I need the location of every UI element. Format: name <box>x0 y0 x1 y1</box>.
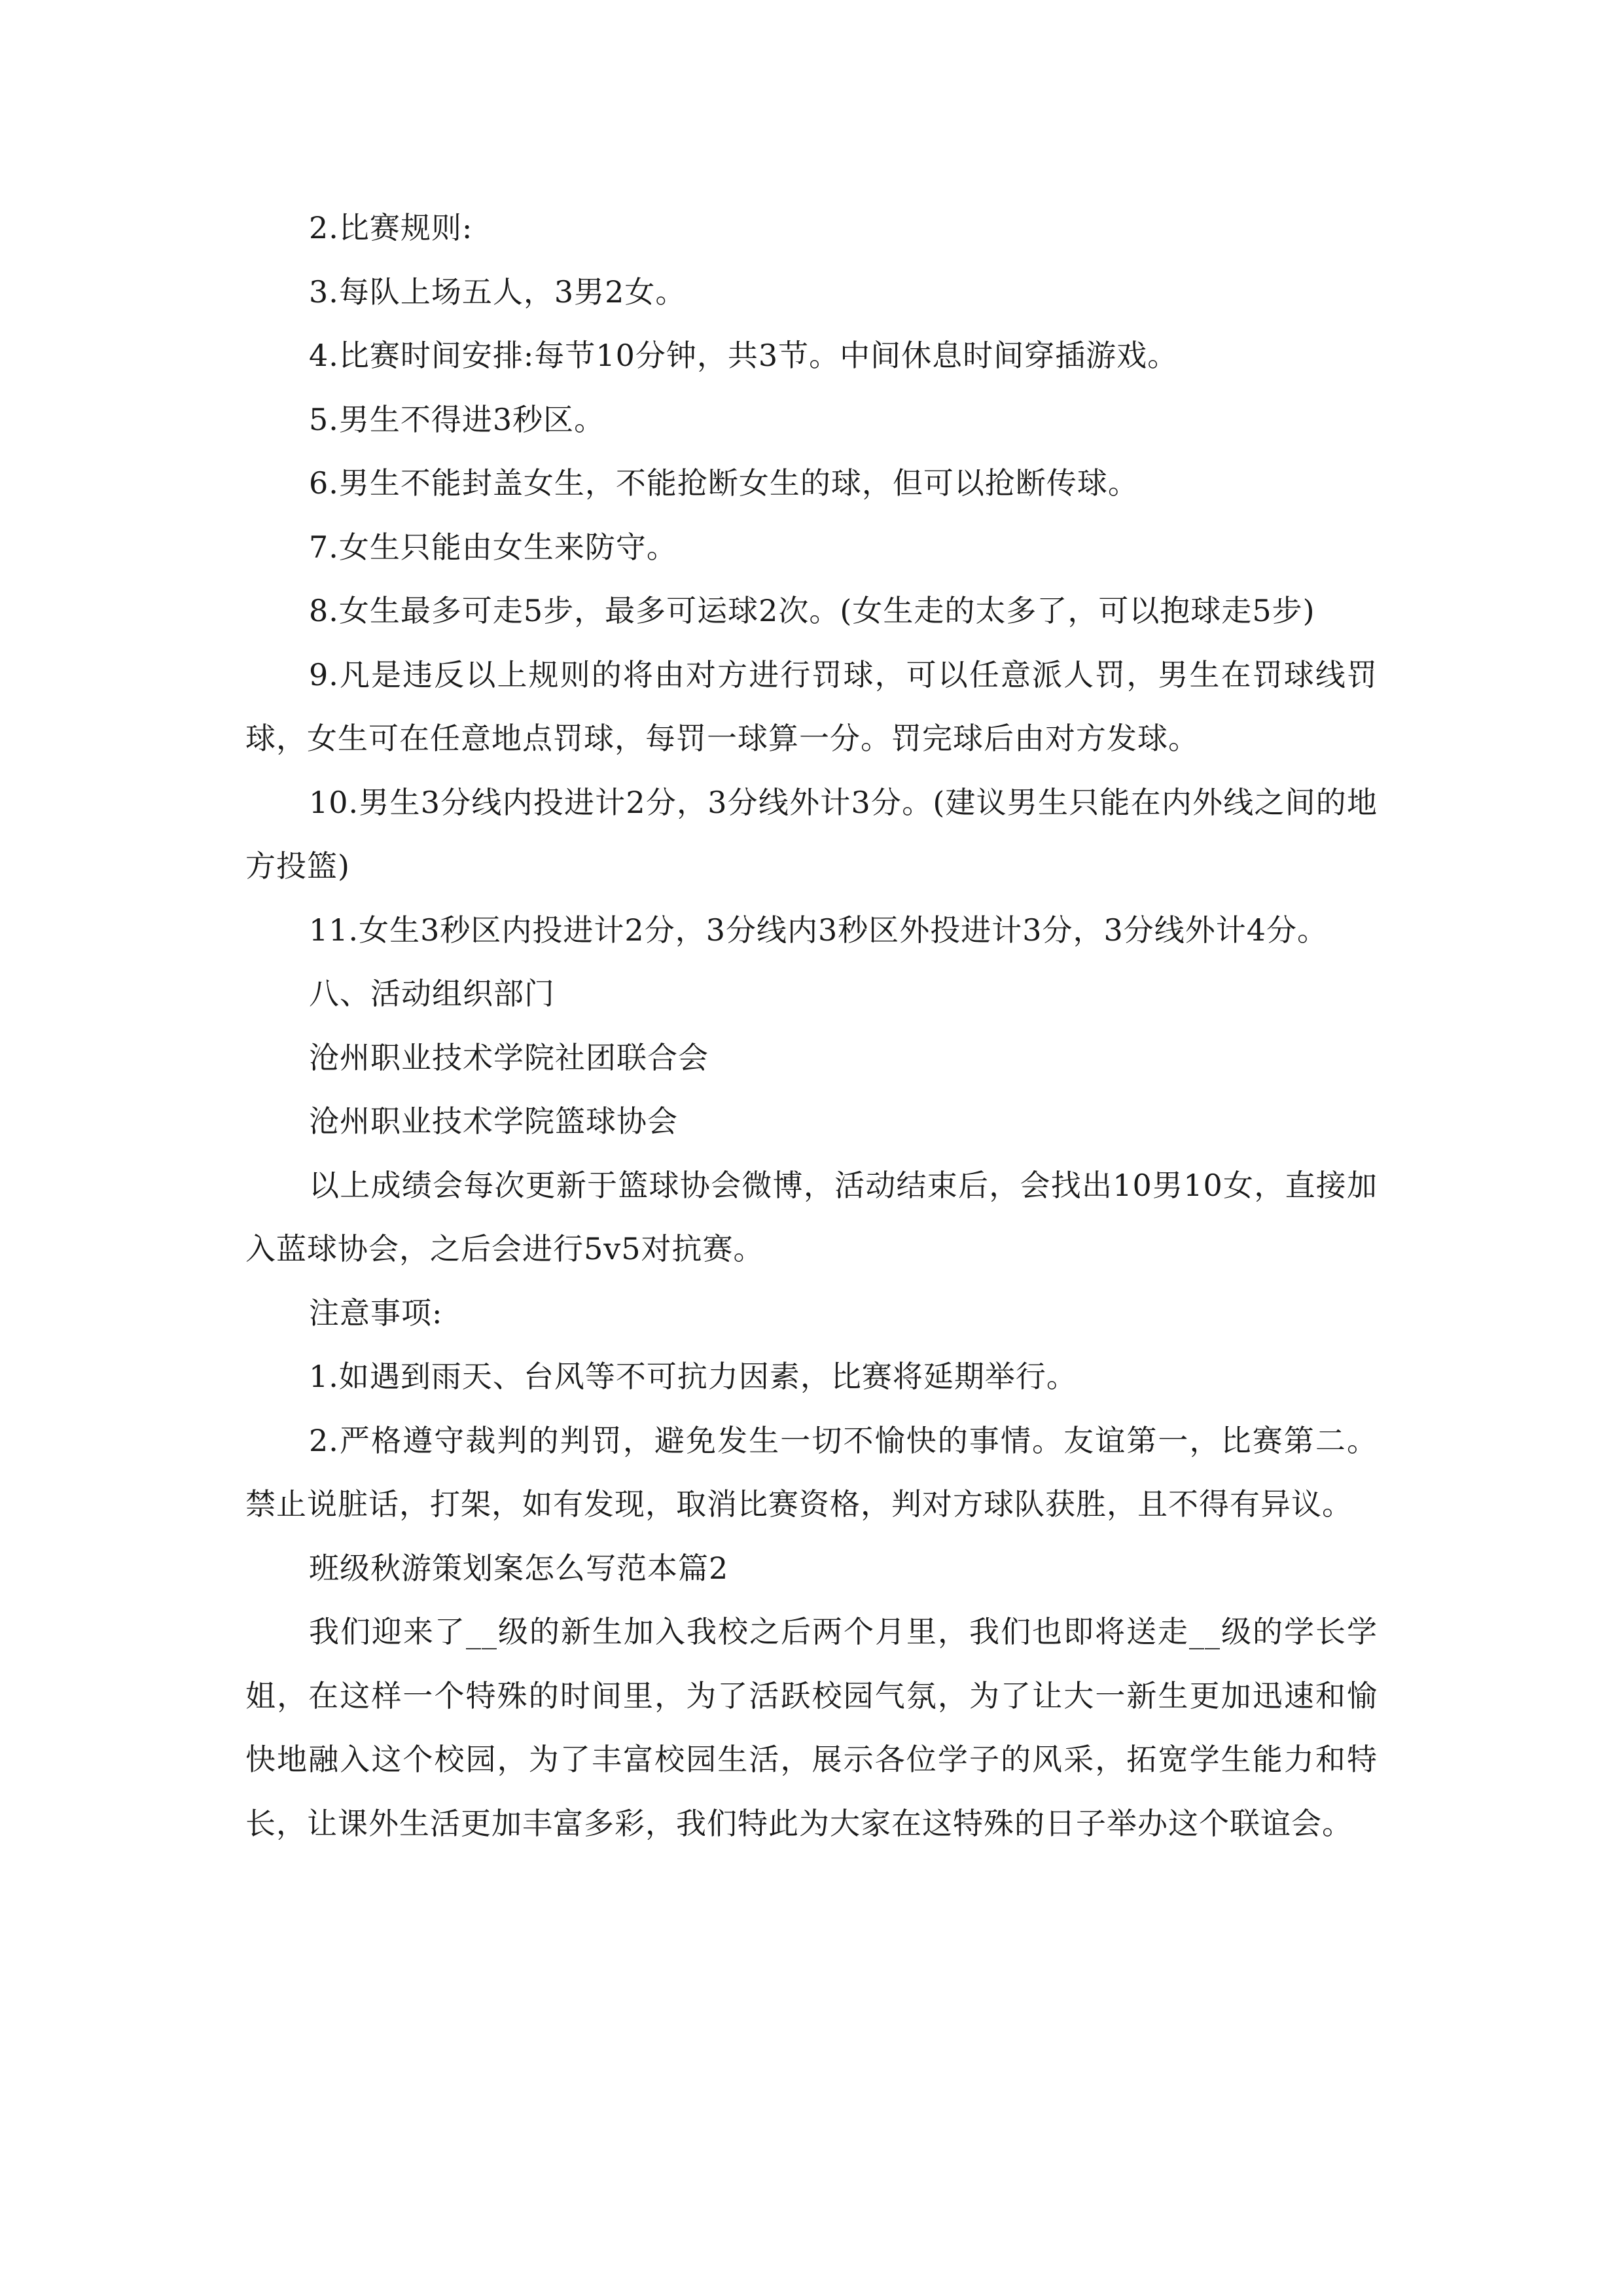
body-paragraph: 以上成绩会每次更新于篮球协会微博，活动结束后，会找出10男10女，直接加入蓝球协会，之后会进行5v5对抗赛。 <box>245 1167 1378 1266</box>
notes-heading: 注意事项: <box>309 1295 443 1331</box>
rule-item: 4.比赛时间安排:每节10分钟，共3节。中间休息时间穿插游戏。 <box>309 338 1179 373</box>
note-item: 2.严格遵守裁判的判罚，避免发生一切不愉快的事情。友谊第一，比赛第二。禁止说脏话，打架，如有发现，取消比赛资格，判对方球队获胜，且不得有异议。 <box>245 1422 1378 1522</box>
rule-item: 10.男生3分线内投进计2分，3分线外计3分。(建议男生只能在内外线之间的地方投篮) <box>245 784 1378 884</box>
rule-item: 3.每队上场五人，3男2女。 <box>309 274 687 310</box>
section-title: 班级秋游策划案怎么写范本篇2 <box>309 1550 729 1586</box>
rules-heading: 2.比赛规则: <box>309 210 473 245</box>
organizer-line: 沧州职业技术学院社团联合会 <box>309 1039 709 1075</box>
rule-item: 6.男生不能封盖女生，不能抢断女生的球，但可以抢断传球。 <box>309 465 1139 501</box>
note-item: 1.如遇到雨天、台风等不可抗力因素，比赛将延期举行。 <box>309 1359 1077 1394</box>
rule-item: 11.女生3秒区内投进计2分，3分线内3秒区外投进计3分，3分线外计4分。 <box>309 912 1329 948</box>
rule-item: 9.凡是违反以上规则的将由对方进行罚球，可以任意派人罚，男生在罚球线罚球，女生可在任意地点罚球，每罚一球算一分。罚完球后由对方发球。 <box>245 656 1378 756</box>
body-paragraph: 我们迎来了__级的新生加入我校之后两个月里，我们也即将送走__级的学长学姐，在这样一个特殊的时间里，为了活跃校园气氛，为了让大一新生更加迅速和愉快地融入这个校园，为了丰富校园生活，展示各位学子的风采，拓宽学生能力和特长，让课外生活更加丰富多彩，我们特此为大家在这特殊的日子举办这个联谊会。 <box>245 1614 1378 1841</box>
section-heading: 八、活动组织部门 <box>309 976 555 1011</box>
rule-item: 7.女生只能由女生来防守。 <box>309 529 677 565</box>
organizer-line: 沧州职业技术学院篮球协会 <box>309 1103 678 1139</box>
rule-item: 5.男生不得进3秒区。 <box>309 401 605 437</box>
document-body <box>245 196 1378 1856</box>
rule-item: 8.女生最多可走5步，最多可运球2次。(女生走的太多了，可以抱球走5步) <box>309 593 1315 628</box>
